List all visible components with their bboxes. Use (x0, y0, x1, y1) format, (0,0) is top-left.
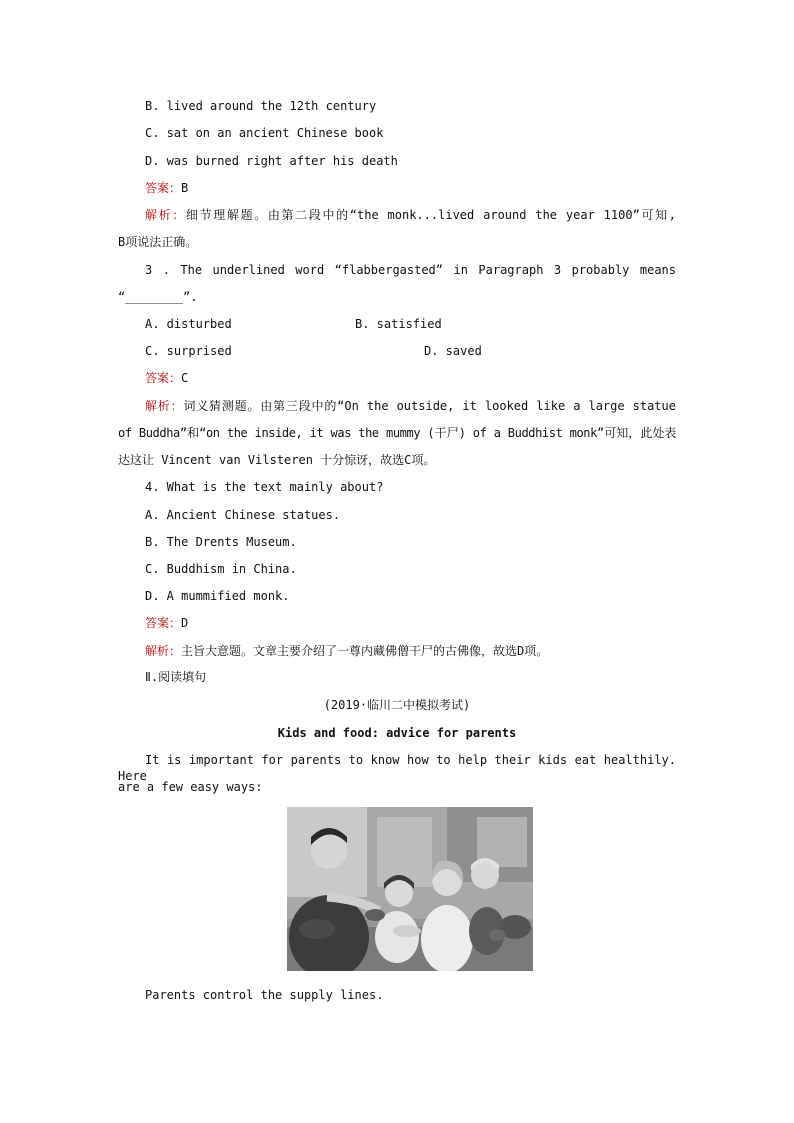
q3-option-d: D. saved (424, 344, 482, 358)
q2-analysis-line2: B项说法正确。 (118, 235, 198, 249)
q3-option-a: A. disturbed (145, 317, 232, 331)
answer-label: 答案： (145, 371, 182, 385)
q2-analysis-line1 (118, 207, 676, 223)
section-source: (2019·临川二中模拟考试) (323, 698, 471, 712)
intro-line2: are a few easy ways: (118, 780, 263, 794)
after-photo-line: Parents control the supply lines. (145, 988, 384, 1002)
q4-stem: 4. What is the text mainly about? (145, 480, 384, 494)
q4-option-b: B. The Drents Museum. (145, 535, 297, 549)
analysis-label: 解析： (145, 644, 182, 658)
q4-option-d: D. A mummified monk. (145, 589, 290, 603)
q4-option-a: A. Ancient Chinese statues. (145, 508, 341, 522)
q3-option-b: B. satisfied (355, 317, 442, 331)
answer-label: 答案： (145, 181, 182, 195)
answer-label: 答案： (145, 616, 182, 630)
q3-analysis-line2: of Buddha”和“on the inside, it was the mummy (干尸) of a Buddhist monk”可知，此处表 (118, 426, 676, 440)
q3-stem-line2: “________”. (118, 290, 198, 304)
q4-answer (145, 615, 188, 631)
family-photo (287, 807, 533, 971)
q3-analysis-line3: 达这让 Vincent van Vilsteren 十分惊讶，故选C项。 (118, 453, 436, 467)
intro-text: It is important for parents to know how to help their kids eat healthily. Here (118, 753, 676, 783)
section-heading: Ⅱ.阅读填句 (145, 670, 207, 684)
analysis-text: 主旨大意题。文章主要介绍了一尊内藏佛僧干尸的古佛像，故选D项。 (181, 644, 549, 658)
q3-option-c: C. surprised (145, 344, 232, 358)
analysis-text: 细节理解题。由第二段中的“the monk...lived around the year 1100”可知, (185, 208, 676, 222)
q4-analysis (145, 643, 548, 659)
q3-analysis-line1 (118, 398, 676, 414)
analysis-label: 解析： (145, 208, 186, 222)
answer-value: C (181, 371, 189, 385)
answer-value: B (181, 181, 189, 195)
q3-stem-line1 (118, 262, 676, 278)
passage-title: Kids and food: advice for parents (277, 726, 517, 740)
q2-option-d: D. was burned right after his death (145, 154, 398, 168)
q2-option-c: C. sat on an ancient Chinese book (145, 126, 384, 140)
q2-answer (145, 180, 188, 196)
analysis-text: 词义猜测题。由第三段中的“On the outside, it looked like a large statue (183, 399, 676, 413)
q2-option-b: B. lived around the 12th century (145, 99, 377, 113)
family-photo-illustration (287, 807, 533, 971)
analysis-label: 解析： (145, 399, 184, 413)
q3-answer (145, 370, 188, 386)
q3-stem-text: 3 . The underlined word “flabbergasted” in Paragraph 3 probably means (145, 263, 676, 277)
q4-option-c: C. Buddhism in China. (145, 562, 297, 576)
answer-value: D (181, 616, 189, 630)
